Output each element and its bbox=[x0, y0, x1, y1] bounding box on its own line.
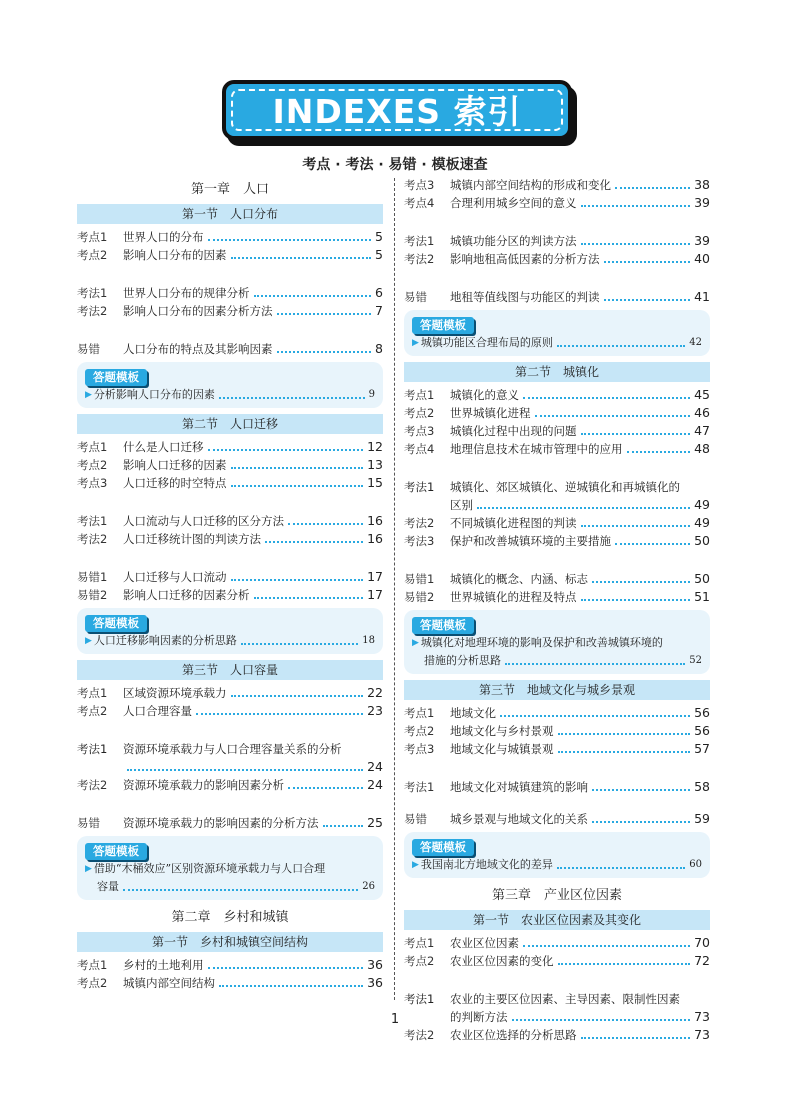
index-entry[interactable]: 考法1 城镇化、郊区城镇化、逆城镇化和再城镇化的 bbox=[404, 480, 680, 494]
index-entry[interactable]: 易错 资源环境承载力的影响因素的分析方法 25 bbox=[77, 815, 383, 830]
triangle-icon: ▶ bbox=[85, 390, 92, 400]
section-title: 第二节 城镇化 bbox=[404, 362, 710, 382]
index-entry[interactable]: 考点2 农业区位因素的变化 72 bbox=[404, 953, 710, 968]
index-entry[interactable]: 易错 城乡景观与地域文化的关系 59 bbox=[404, 811, 710, 826]
template-entry[interactable]: ▶ 分析影响人口分布的因素 9 bbox=[85, 386, 375, 404]
index-entry[interactable]: 考点4 地理信息技术在城市管理中的应用 48 bbox=[404, 441, 710, 456]
banner-title: INDEXES 索引 bbox=[272, 92, 522, 131]
index-entry[interactable]: 考法2 农业区位选择的分析思路 73 bbox=[404, 1027, 710, 1042]
index-entry-continued: 的判断方法 73 bbox=[450, 1009, 710, 1024]
answer-template-tag: 答题模板 bbox=[85, 615, 147, 632]
triangle-icon: ▶ bbox=[412, 860, 419, 870]
section-title: 第一节 农业区位因素及其变化 bbox=[404, 910, 710, 930]
index-entry[interactable]: 考点3 地域文化与城镇景观 57 bbox=[404, 741, 710, 756]
template-entry[interactable]: ▶ 人口迁移影响因素的分析思路 18 bbox=[85, 632, 375, 650]
triangle-icon: ▶ bbox=[85, 636, 92, 646]
index-entry[interactable]: 考点2 影响人口分布的因素 5 bbox=[77, 247, 383, 262]
page-number: 1 bbox=[390, 1012, 400, 1027]
index-entry-continued: 区别 49 bbox=[450, 497, 710, 512]
template-entry-continued: 容量 26 bbox=[97, 880, 375, 893]
index-entry[interactable]: 考点2 影响人口迁移的因素 13 bbox=[77, 457, 383, 472]
index-entry[interactable]: 考点1 区域资源环境承载力 22 bbox=[77, 685, 383, 700]
chapter-title: 第一章 人口 bbox=[190, 182, 269, 197]
index-entry-continued: 24 bbox=[77, 758, 383, 776]
index-entry[interactable]: 考法1 世界人口分布的规律分析 6 bbox=[77, 285, 383, 300]
template-entry[interactable]: ▶ 我国南北方地域文化的差异 60 bbox=[412, 856, 702, 874]
section-title: 第一节 人口分布 bbox=[77, 204, 383, 224]
index-entry[interactable]: 考点1 乡村的土地利用 36 bbox=[77, 957, 383, 972]
answer-template-tag: 答题模板 bbox=[412, 617, 474, 634]
index-entry[interactable]: 考点2 地域文化与乡村景观 56 bbox=[404, 723, 710, 738]
index-entry[interactable]: 考法1 地域文化对城镇建筑的影响 58 bbox=[404, 779, 710, 794]
template-entry[interactable]: ▶ 城镇功能区合理布局的原则 42 bbox=[412, 334, 702, 352]
section-title: 第一节 乡村和城镇空间结构 bbox=[77, 932, 383, 952]
index-entry[interactable]: 易错2 世界城镇化的进程及特点 51 bbox=[404, 589, 710, 604]
triangle-icon: ▶ bbox=[412, 338, 419, 348]
answer-template-box bbox=[77, 608, 383, 654]
index-entry[interactable]: 易错1 人口迁移与人口流动 17 bbox=[77, 569, 383, 584]
triangle-icon: ▶ bbox=[412, 638, 419, 648]
chapter-title: 第三章 产业区位因素 bbox=[491, 888, 622, 903]
index-entry[interactable]: 考点3 城镇内部空间结构的形成和变化 38 bbox=[404, 177, 710, 192]
index-entry[interactable]: 易错 地租等值线图与功能区的判读 41 bbox=[404, 289, 710, 304]
index-entry[interactable]: 考法2 资源环境承载力的影响因素分析 24 bbox=[77, 777, 383, 792]
index-entry[interactable]: 考点1 城镇化的意义 45 bbox=[404, 387, 710, 402]
template-entry-continued: 措施的分析思路 52 bbox=[424, 654, 702, 667]
column-divider bbox=[394, 178, 395, 1000]
index-banner bbox=[222, 80, 572, 140]
answer-template-box bbox=[77, 362, 383, 408]
index-entry[interactable]: 考点2 世界城镇化进程 46 bbox=[404, 405, 710, 420]
answer-template-box bbox=[404, 832, 710, 878]
index-entry[interactable]: 易错1 城镇化的概念、内涵、标志 50 bbox=[404, 571, 710, 586]
index-entry[interactable]: 考点1 地域文化 56 bbox=[404, 705, 710, 720]
right-column bbox=[404, 176, 710, 1044]
index-entry[interactable]: 考法1 农业的主要区位因素、主导因素、限制性因素 bbox=[404, 992, 680, 1006]
template-entry[interactable]: ▶ 借助“木桶效应”区别资源环境承载力与人口合理 bbox=[85, 860, 375, 878]
index-entry[interactable]: 考点4 合理利用城乡空间的意义 39 bbox=[404, 195, 710, 210]
template-entry[interactable]: ▶ 城镇化对地理环境的影响及保护和改善城镇环境的 bbox=[412, 634, 702, 652]
answer-template-tag: 答题模板 bbox=[412, 839, 474, 856]
index-entry[interactable]: 易错 人口分布的特点及其影响因素 8 bbox=[77, 341, 383, 356]
index-entry[interactable]: 考法2 不同城镇化进程图的判读 49 bbox=[404, 515, 710, 530]
index-entry[interactable]: 考点1 世界人口的分布 5 bbox=[77, 229, 383, 244]
index-entry[interactable]: 考法3 保护和改善城镇环境的主要措施 50 bbox=[404, 533, 710, 548]
answer-template-tag: 答题模板 bbox=[85, 369, 147, 386]
answer-template-box bbox=[404, 310, 710, 356]
left-column bbox=[77, 176, 383, 992]
index-entry[interactable]: 考法2 影响地租高低因素的分析方法 40 bbox=[404, 251, 710, 266]
answer-template-tag: 答题模板 bbox=[412, 317, 474, 334]
index-entry[interactable]: 易错2 影响人口迁移的因素分析 17 bbox=[77, 587, 383, 602]
index-entry[interactable]: 考法1 人口流动与人口迁移的区分方法 16 bbox=[77, 513, 383, 528]
answer-template-box bbox=[404, 610, 710, 674]
index-entry[interactable]: 考法2 影响人口分布的因素分析方法 7 bbox=[77, 303, 383, 318]
index-entry[interactable]: 考法1 城镇功能分区的判读方法 39 bbox=[404, 233, 710, 248]
index-entry[interactable]: 考点3 人口迁移的时空特点 15 bbox=[77, 475, 383, 490]
page-subtitle: 考点 · 考法 · 易错 · 模板速查 bbox=[302, 157, 488, 173]
index-entry[interactable]: 考法1 资源环境承载力与人口合理容量关系的分析 bbox=[77, 742, 342, 756]
chapter-title: 第二章 乡村和城镇 bbox=[171, 910, 289, 925]
index-entry[interactable]: 考点1 农业区位因素 70 bbox=[404, 935, 710, 950]
section-title: 第二节 人口迁移 bbox=[77, 414, 383, 434]
section-title: 第三节 地域文化与城乡景观 bbox=[404, 680, 710, 700]
triangle-icon: ▶ bbox=[85, 864, 92, 874]
index-entry[interactable]: 考点1 什么是人口迁移 12 bbox=[77, 439, 383, 454]
answer-template-tag: 答题模板 bbox=[85, 843, 147, 860]
index-entry[interactable]: 考点2 城镇内部空间结构 36 bbox=[77, 975, 383, 990]
index-entry[interactable]: 考法2 人口迁移统计图的判读方法 16 bbox=[77, 531, 383, 546]
answer-template-box bbox=[77, 836, 383, 900]
section-title: 第三节 人口容量 bbox=[77, 660, 383, 680]
index-entry[interactable]: 考点2 人口合理容量 23 bbox=[77, 703, 383, 718]
index-entry[interactable]: 考点3 城镇化过程中出现的问题 47 bbox=[404, 423, 710, 438]
